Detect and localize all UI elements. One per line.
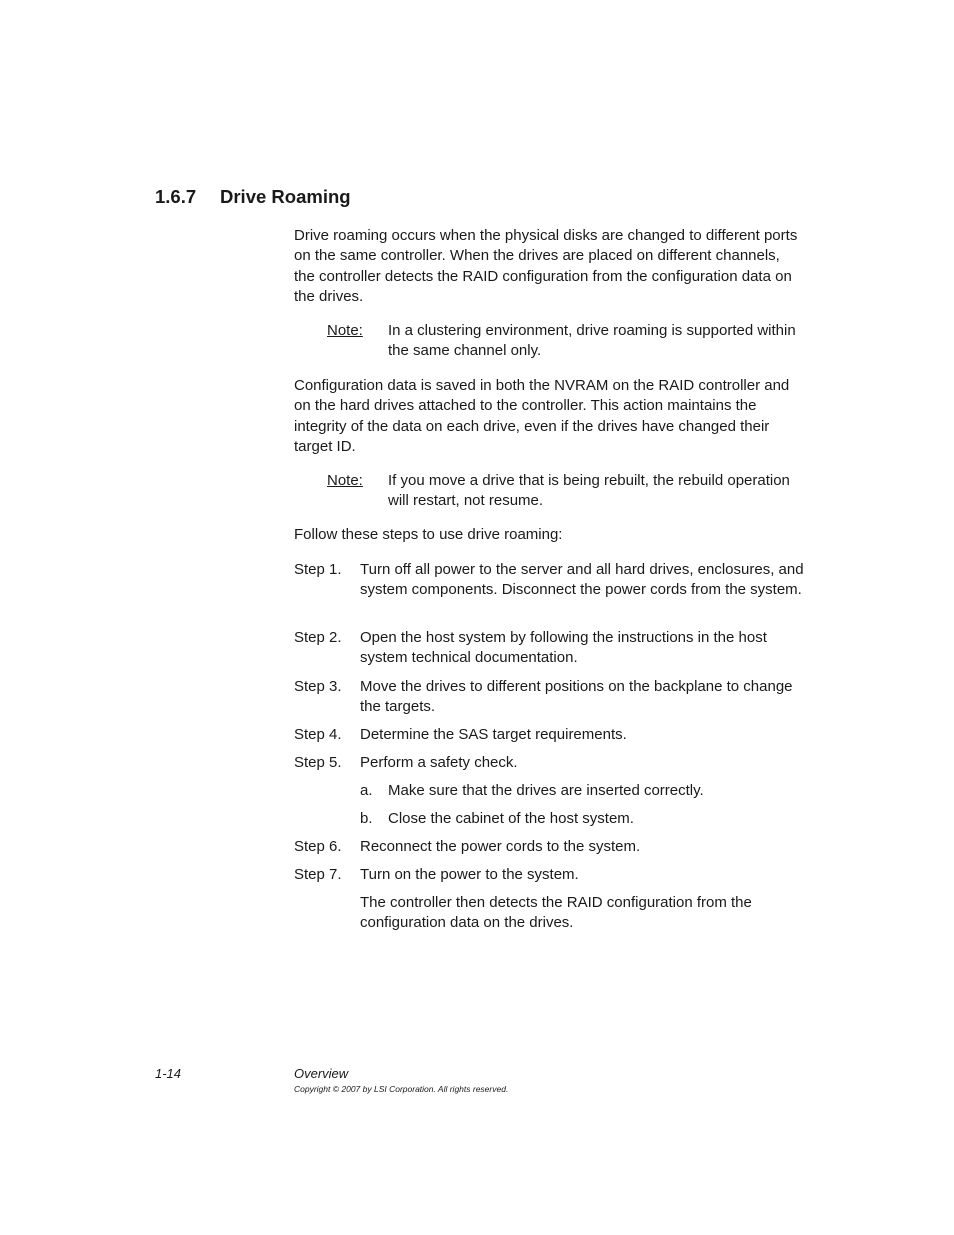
substep-b	[360, 809, 800, 829]
footer-section-name: Overview	[294, 1066, 349, 1081]
section-number: 1.6.7	[155, 186, 197, 207]
footer-page-number: 1-14	[155, 1066, 182, 1081]
step-label: Step 4.	[294, 726, 342, 743]
note-label: Note:	[327, 322, 363, 339]
step-7	[294, 865, 804, 885]
paragraph-config-data: Configuration data is saved in both the NVRAM on the RAID controller and on the hard drives attached to the controller. This action maintains the integrity of the data on each drive, even if the drives have changed their target ID.	[294, 377, 790, 456]
note-label: Note:	[327, 472, 363, 489]
substep-text: Make sure that the drives are inserted correctly.	[388, 782, 704, 799]
step-2	[294, 628, 804, 669]
step-label: Step 6.	[294, 838, 342, 855]
section-heading	[155, 186, 351, 208]
step-4	[294, 725, 804, 745]
step-3	[294, 677, 804, 718]
substep-a	[360, 781, 800, 801]
step-label: Step 3.	[294, 678, 342, 695]
note-clustering	[327, 321, 797, 362]
note-text: If you move a drive that is being rebuilt, the rebuild operation will restart, not resume.	[388, 472, 790, 510]
substep-text: Close the cabinet of the host system.	[388, 810, 634, 827]
step-label: Step 2.	[294, 629, 342, 646]
note-text: In a clustering environment, drive roaming is supported within the same channel only.	[388, 322, 796, 360]
step-followup-text: The controller then detects the RAID configuration from the configuration data on the drives.	[360, 894, 752, 932]
note-rebuild	[327, 471, 797, 512]
step-7-followup	[294, 893, 804, 934]
step-5	[294, 753, 804, 773]
step-text: Reconnect the power cords to the system.	[360, 838, 641, 855]
step-text: Perform a safety check.	[360, 754, 518, 771]
section-title: Drive Roaming	[220, 186, 351, 207]
step-1	[294, 560, 804, 601]
step-text: Open the host system by following the instructions in the host system technical documentation.	[360, 629, 767, 667]
step-label: Step 1.	[294, 561, 342, 578]
step-label: Step 5.	[294, 754, 342, 771]
step-6	[294, 837, 804, 857]
step-text: Move the drives to different positions on the backplane to change the targets.	[360, 678, 793, 716]
substep-label: b.	[360, 810, 373, 827]
paragraph-follow-steps: Follow these steps to use drive roaming:	[294, 526, 563, 543]
paragraph-intro: Drive roaming occurs when the physical disks are changed to different ports on the same controller. When the drives are placed on different channels, the controller detects the RAID configuration from the configuration data on the drives.	[294, 227, 798, 306]
step-text: Turn on the power to the system.	[360, 866, 579, 883]
footer-copyright: Copyright © 2007 by LSI Corporation. All rights reserved.	[294, 1084, 509, 1094]
step-text: Turn off all power to the server and all hard drives, enclosures, and system components. Disconnect the power cords from the system.	[360, 561, 804, 599]
step-label: Step 7.	[294, 866, 342, 883]
step-text: Determine the SAS target requirements.	[360, 726, 627, 743]
substep-label: a.	[360, 782, 373, 799]
